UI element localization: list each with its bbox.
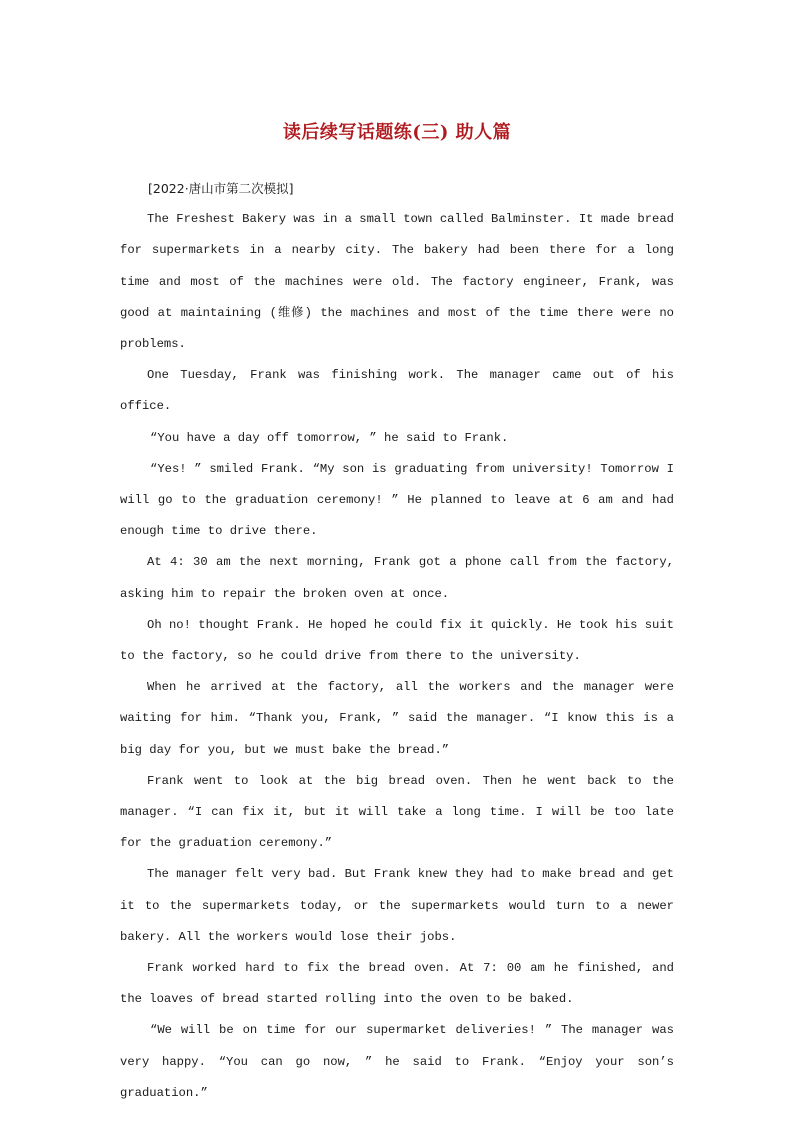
paragraph-4: “Yes! ” smiled Frank. “My son is graduating from university! Tomorrow I will go to the graduation ceremony! ” He planned to leave at 6 am and had enough time to drive there. — [120, 461, 674, 539]
document-page — [120, 118, 674, 1109]
paragraph-11: “We will be on time for our supermarket deliveries! ” The manager was very happy. “You can go now, ” he said to Frank. “Enjoy your son’s graduation.” — [120, 1023, 674, 1100]
paragraph-2: One Tuesday, Frank was finishing work. The manager came out of his office. — [120, 368, 674, 414]
paragraph-7: When he arrived at the factory, all the workers and the manager were waiting for him. “Thank you, Frank, ” said the manager. “I know this is a big day for you, but we must bake the bread.” — [120, 680, 674, 757]
exam-source-label: [2022·唐山市第二次模拟] — [148, 181, 294, 196]
paragraph-9: The manager felt very bad. But Frank knew they had to make bread and get it to the supermarkets today, or the supermarkets would turn to a newer bakery. All the workers would lose their jobs. — [120, 867, 674, 944]
paragraph-3: “You have a day off tomorrow, ” he said to Frank. — [150, 430, 509, 445]
paragraph-8: Frank went to look at the big bread oven. Then he went back to the manager. “I can fix it, but it will take a long time. I will be too late for the graduation ceremony.” — [120, 773, 674, 851]
paragraph-10: Frank worked hard to fix the bread oven. At 7: 00 am he finished, and the loaves of bread started rolling into the oven to be baked. — [120, 961, 674, 1007]
paragraph-5: At 4: 30 am the next morning, Frank got a phone call from the factory, asking him to repair the broken oven at once. — [120, 555, 674, 601]
document-title: 读后续写话题练(三) 助人篇 — [282, 122, 512, 143]
paragraph-1: The Freshest Bakery was in a small town called Balminster. It made bread for supermarkets in a nearby city. The bakery had been there for a long time and most of the machines were old. The factory engineer, Frank, was good at maintaining (维修) the machines and most of the time there were no problems. — [120, 212, 674, 352]
paragraph-6: Oh no! thought Frank. He hoped he could fix it quickly. He took his suit to the factory, so he could drive from there to the university. — [120, 617, 674, 664]
